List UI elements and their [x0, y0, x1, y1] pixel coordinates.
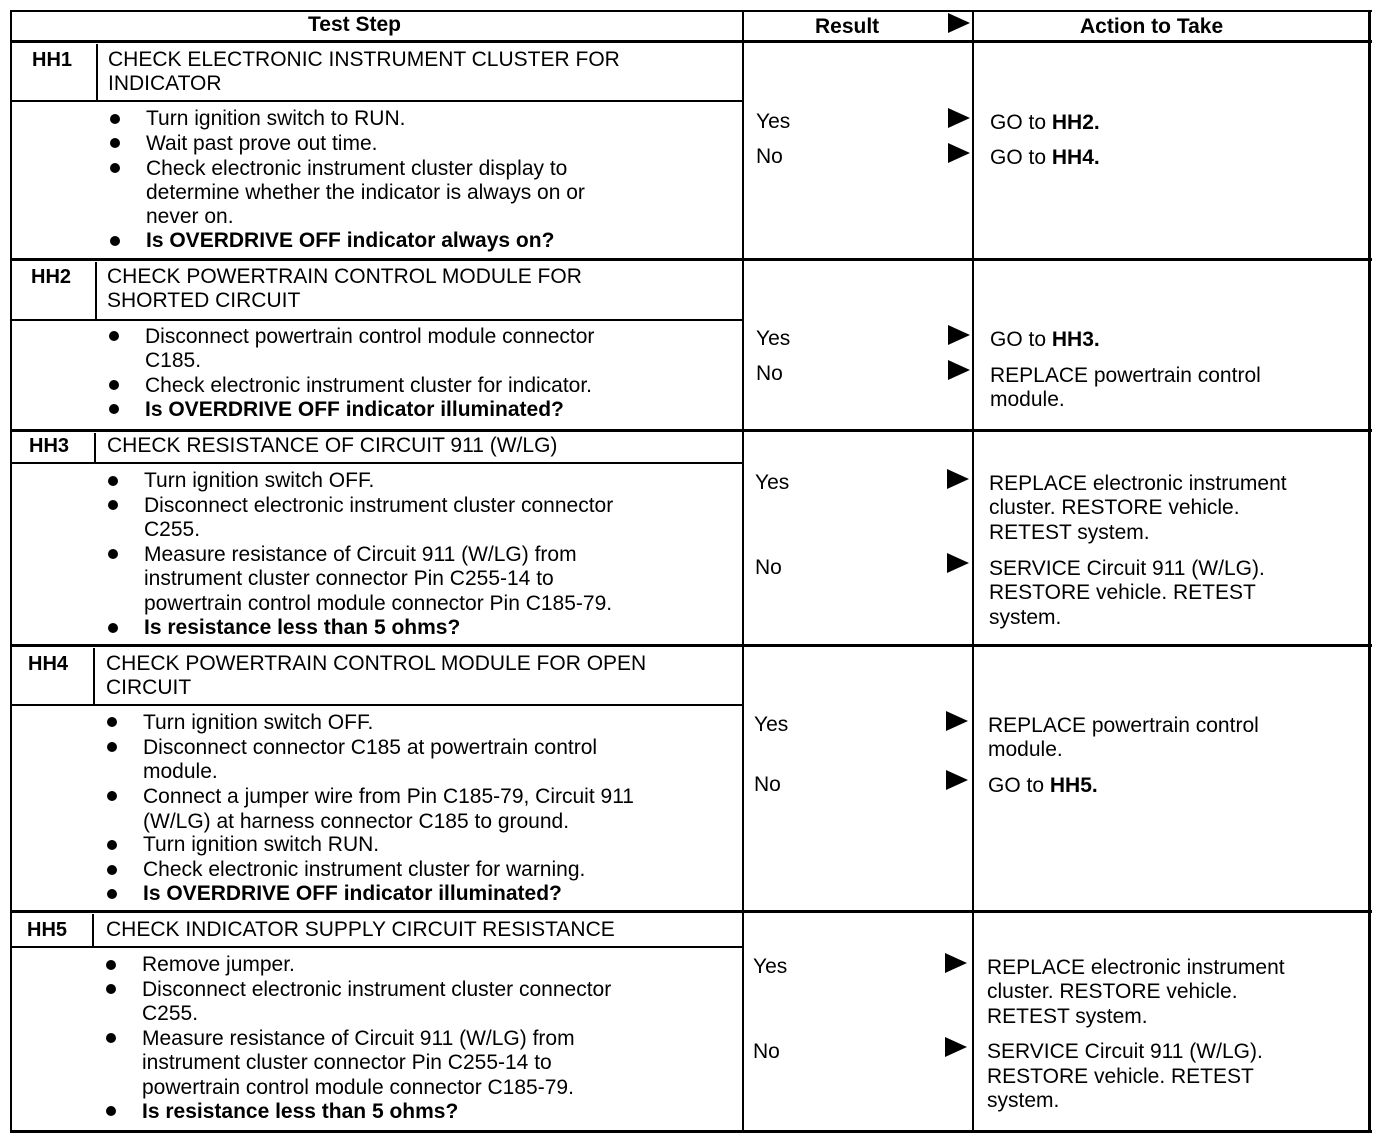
step-line: C255. — [144, 518, 201, 541]
step-line: module. — [143, 760, 218, 783]
result-label: Yes — [756, 110, 791, 133]
action-text: cluster. RESTORE vehicle. — [989, 496, 1240, 519]
step-question: Is OVERDRIVE OFF indicator illuminated? — [143, 882, 562, 905]
result-label: Yes — [754, 713, 789, 736]
step-id: HH4 — [28, 653, 69, 675]
action-text: system. — [987, 1089, 1060, 1112]
action-text: SERVICE Circuit 911 (W/LG). — [987, 1040, 1263, 1063]
bullet-icon — [108, 500, 118, 510]
result-label: Yes — [753, 955, 788, 978]
hh3-id-divider — [94, 433, 96, 462]
bullet-icon — [109, 404, 119, 414]
header-action: Action to Take — [1080, 15, 1224, 38]
bullet-icon — [106, 1033, 116, 1043]
hh5-title-underline — [12, 946, 742, 948]
step-line: Disconnect electronic instrument cluster connector — [144, 494, 614, 517]
step-line: Connect a jumper wire from Pin C185-79, Circuit 911 — [143, 785, 634, 808]
header-result: Result — [815, 15, 880, 38]
bullet-icon — [107, 742, 117, 752]
step-question: Is resistance less than 5 ohms? — [142, 1100, 459, 1123]
step-title: CHECK POWERTRAIN CONTROL MODULE FOR — [107, 265, 582, 288]
table-top-border — [10, 10, 1372, 12]
bullet-icon — [107, 791, 117, 801]
step-id: HH2 — [31, 266, 72, 288]
action-text: RESTORE vehicle. RETEST — [987, 1065, 1254, 1088]
bullet-icon — [106, 960, 116, 970]
step-line: (W/LG) at harness connector C185 to ground. — [143, 810, 570, 833]
action-text: SERVICE Circuit 911 (W/LG). — [989, 557, 1265, 580]
step-title: CIRCUIT — [106, 676, 192, 699]
step-question: Is resistance less than 5 ohms? — [144, 616, 461, 639]
bullet-icon — [107, 865, 117, 875]
hh1-title-underline — [12, 100, 742, 102]
step-line: Turn ignition switch RUN. — [143, 833, 380, 856]
hh5-id-divider — [92, 914, 94, 946]
row-separator — [10, 910, 1372, 913]
step-line: instrument cluster connector Pin C255-14 to — [142, 1051, 552, 1074]
step-line: determine whether the indicator is always on or — [146, 181, 585, 204]
step-line: never on. — [146, 205, 234, 228]
header-bottom-border — [10, 40, 1372, 43]
action-text: GO to HH4. — [990, 146, 1100, 169]
step-line: C185. — [145, 349, 202, 372]
result-label: Yes — [756, 327, 791, 350]
result-label: No — [754, 773, 781, 796]
step-title: CHECK RESISTANCE OF CIRCUIT 911 (W/LG) — [107, 434, 558, 457]
bullet-icon — [108, 476, 118, 486]
step-line: Turn ignition switch OFF. — [144, 469, 375, 492]
table-left-border — [10, 10, 12, 1130]
step-title: SHORTED CIRCUIT — [107, 289, 301, 312]
step-line: Wait past prove out time. — [146, 132, 378, 155]
result-label: No — [756, 362, 783, 385]
result-arrow-icon — [947, 469, 969, 489]
result-arrow-icon — [946, 770, 968, 790]
bullet-icon — [108, 623, 118, 633]
result-arrow-icon — [948, 143, 970, 163]
step-title: CHECK INDICATOR SUPPLY CIRCUIT RESISTANCE — [106, 918, 615, 941]
step-line: Check electronic instrument cluster display to — [146, 157, 568, 180]
action-column-divider — [972, 10, 974, 1130]
step-id: HH5 — [27, 919, 68, 941]
result-arrow-icon — [948, 325, 970, 345]
action-text: RETEST system. — [987, 1005, 1148, 1028]
step-line: powertrain control module connector Pin C185-79. — [144, 592, 613, 615]
action-text: REPLACE powertrain control — [988, 714, 1259, 737]
row-separator — [10, 429, 1372, 432]
result-arrow-icon — [947, 553, 969, 573]
bullet-icon — [108, 549, 118, 559]
action-text: GO to HH3. — [990, 328, 1100, 351]
step-line: C255. — [142, 1002, 199, 1025]
step-question: Is OVERDRIVE OFF indicator illuminated? — [145, 398, 564, 421]
bullet-icon — [110, 138, 120, 148]
bullet-icon — [109, 331, 119, 341]
row-separator — [10, 258, 1372, 261]
bullet-icon — [107, 840, 117, 850]
hh4-title-underline — [12, 704, 742, 706]
hh3-title-underline — [12, 462, 742, 464]
action-text: GO to HH2. — [990, 111, 1100, 134]
result-label: No — [756, 145, 783, 168]
step-line: Disconnect electronic instrument cluster connector — [142, 978, 612, 1001]
bullet-icon — [110, 236, 120, 246]
step-line: Measure resistance of Circuit 911 (W/LG) from — [142, 1027, 575, 1050]
result-arrow-icon — [948, 108, 970, 128]
step-line: Remove jumper. — [142, 953, 295, 976]
result-label: Yes — [755, 471, 790, 494]
step-line: powertrain control module connector C185-79. — [142, 1076, 574, 1099]
result-arrow-icon — [948, 360, 970, 380]
step-line: Check electronic instrument cluster for warning. — [143, 858, 586, 881]
step-id: HH1 — [32, 49, 73, 71]
step-title: CHECK POWERTRAIN CONTROL MODULE FOR OPEN — [106, 652, 647, 675]
action-text: REPLACE electronic instrument — [989, 472, 1287, 495]
hh4-id-divider — [93, 648, 95, 704]
action-text: RESTORE vehicle. RETEST — [989, 581, 1256, 604]
hh2-title-underline — [12, 319, 742, 321]
table-right-border — [1368, 10, 1371, 1132]
step-question: Is OVERDRIVE OFF indicator always on? — [146, 229, 555, 252]
bullet-icon — [110, 163, 120, 173]
bullet-icon — [106, 984, 116, 994]
step-line: Disconnect powertrain control module connector — [145, 325, 595, 348]
header-test-step: Test Step — [308, 13, 401, 36]
result-label: No — [753, 1040, 780, 1063]
bullet-icon — [106, 1106, 116, 1116]
step-line: Measure resistance of Circuit 911 (W/LG) from — [144, 543, 577, 566]
action-text: GO to HH5. — [988, 774, 1098, 797]
action-text: system. — [989, 606, 1062, 629]
action-text: module. — [988, 738, 1063, 761]
action-text: module. — [990, 388, 1065, 411]
result-arrow-icon — [945, 1037, 967, 1057]
result-arrow-icon — [945, 953, 967, 973]
action-text: REPLACE electronic instrument — [987, 956, 1285, 979]
action-text: cluster. RESTORE vehicle. — [987, 980, 1238, 1003]
table-bottom-border — [10, 1130, 1372, 1133]
step-title: CHECK ELECTRONIC INSTRUMENT CLUSTER FOR — [108, 48, 620, 71]
bullet-icon — [107, 717, 117, 727]
step-id: HH3 — [29, 435, 70, 457]
hh1-id-divider — [96, 44, 98, 100]
header-arrow-icon — [948, 13, 970, 33]
bullet-icon — [109, 380, 119, 390]
action-text: RETEST system. — [989, 521, 1150, 544]
bullet-icon — [110, 114, 120, 124]
result-arrow-icon — [946, 711, 968, 731]
step-line: Turn ignition switch to RUN. — [146, 107, 406, 130]
row-separator — [10, 644, 1372, 647]
step-line: Turn ignition switch OFF. — [143, 711, 374, 734]
step-title: INDICATOR — [108, 72, 222, 95]
action-text: REPLACE powertrain control — [990, 364, 1261, 387]
step-line: Check electronic instrument cluster for indicator. — [145, 374, 593, 397]
result-label: No — [755, 556, 782, 579]
step-line: Disconnect connector C185 at powertrain control — [143, 736, 598, 759]
bullet-icon — [107, 889, 117, 899]
result-column-divider — [742, 10, 744, 1130]
hh2-id-divider — [95, 262, 97, 319]
step-line: instrument cluster connector Pin C255-14 to — [144, 567, 554, 590]
